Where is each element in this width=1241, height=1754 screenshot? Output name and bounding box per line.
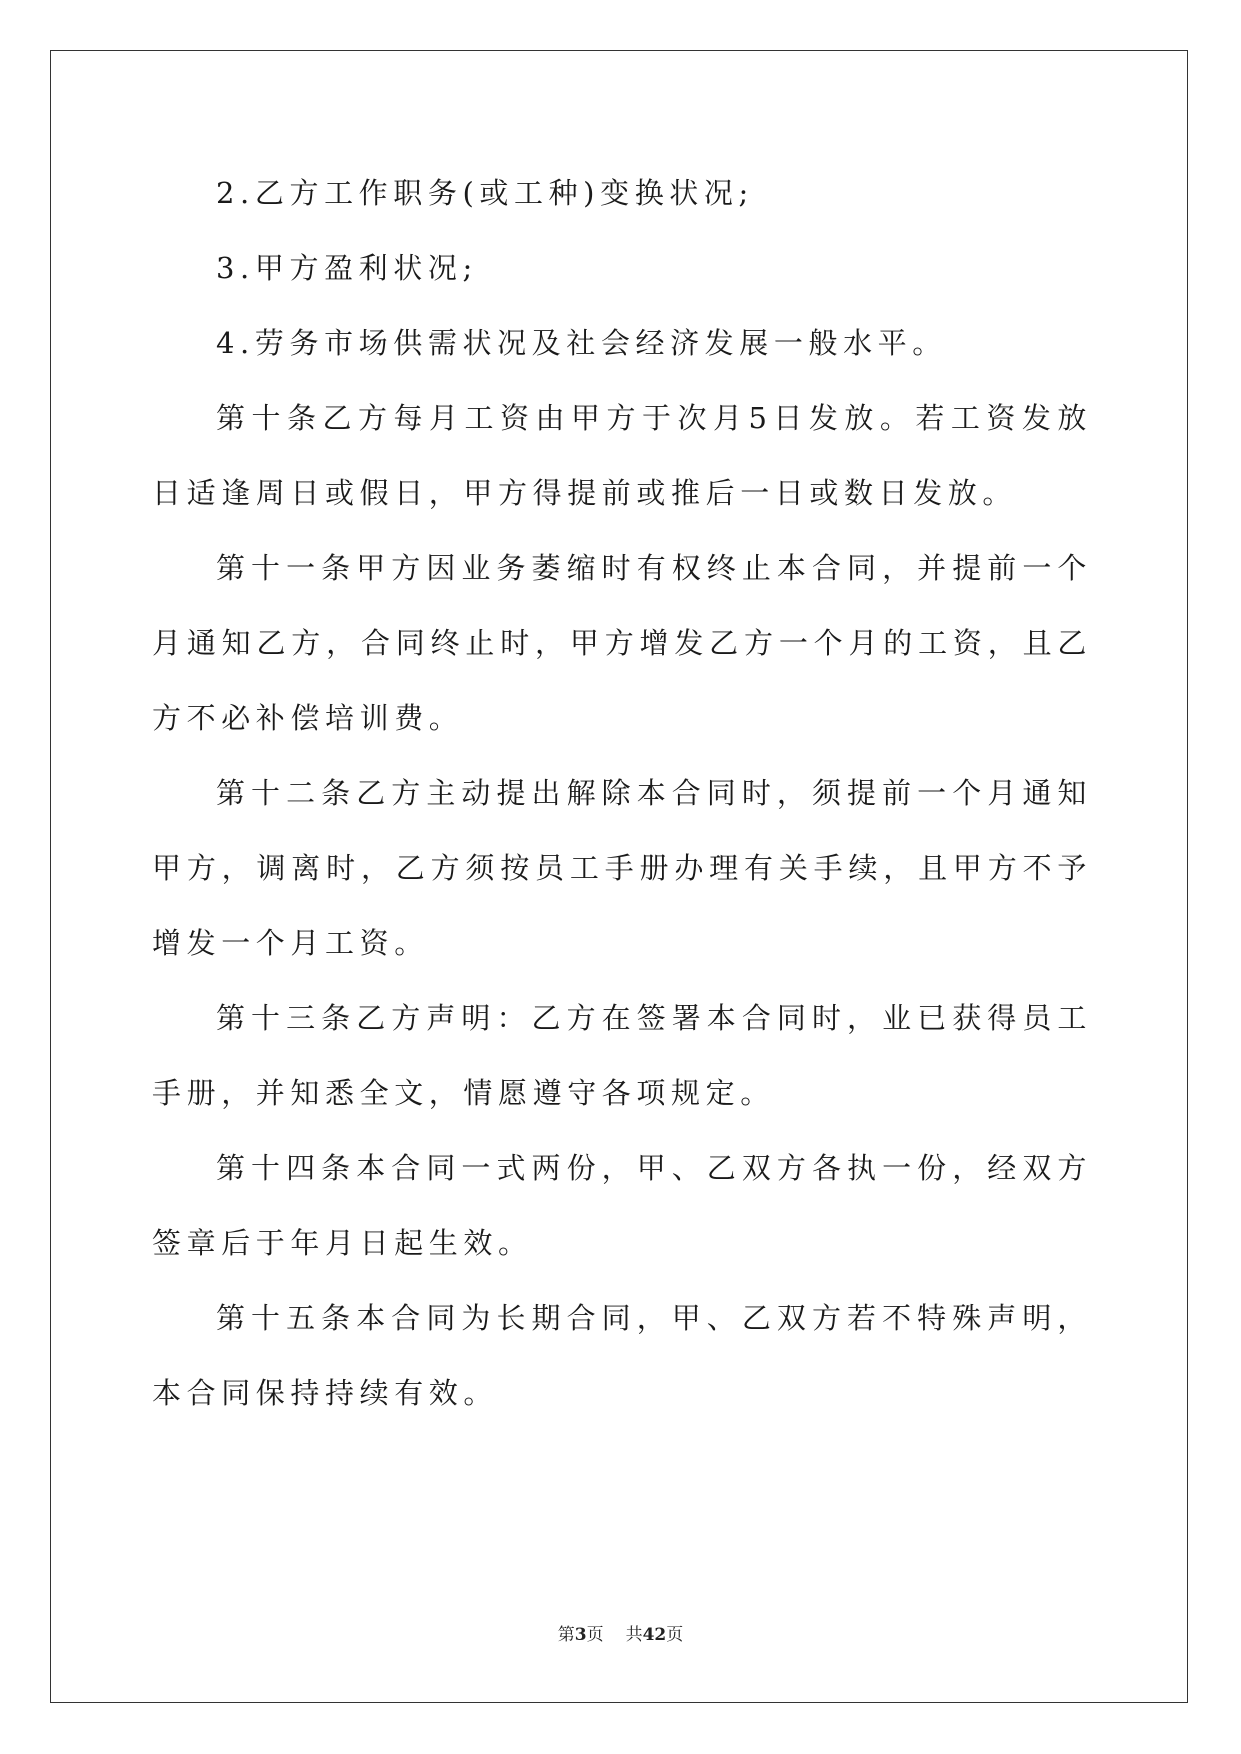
document-body: [152, 156, 1092, 1431]
paragraph-article-12: 第十二条乙方主动提出解除本合同时，须提前一个月通知甲方，调离时，乙方须按员工手册办理有关手续，且甲方不予增发一个月工资。: [152, 776, 1092, 960]
paragraph-article-11: 第十一条甲方因业务萎缩时有权终止本合同，并提前一个月通知乙方，合同终止时，甲方增发乙方一个月的工资，且乙方不必补偿培训费。: [152, 551, 1092, 735]
total-pages-number: 42: [642, 1625, 667, 1645]
page-suffix: 页: [586, 1625, 604, 1645]
total-suffix: 页: [666, 1625, 684, 1645]
paragraph-3: 4.劳务市场供需状况及社会经济发展一般水平。: [216, 326, 947, 360]
paragraph-2: 3.甲方盈利状况;: [216, 251, 478, 285]
paragraph-article-14: 第十四条本合同一式两份，甲、乙双方各执一份，经双方签章后于年月日起生效。: [152, 1151, 1092, 1260]
paragraph-article-15: 第十五条本合同为长期合同，甲、乙双方若不特殊声明，本合同保持持续有效。: [152, 1301, 1092, 1410]
paragraph-1: 2.乙方工作职务(或工种)变换状况;: [216, 176, 754, 210]
page-footer: [0, 1620, 1241, 1645]
paragraph-article-10: 第十条乙方每月工资由甲方于次月5日发放。若工资发放日适逢周日或假日，甲方得提前或推后一日或数日发放。: [152, 401, 1092, 510]
page-prefix: 第: [557, 1625, 575, 1645]
total-prefix: 共: [625, 1625, 643, 1645]
current-page-number: 3: [574, 1625, 587, 1645]
paragraph-article-13: 第十三条乙方声明：乙方在签署本合同时，业已获得员工手册，并知悉全文，情愿遵守各项规定。: [152, 1001, 1092, 1110]
